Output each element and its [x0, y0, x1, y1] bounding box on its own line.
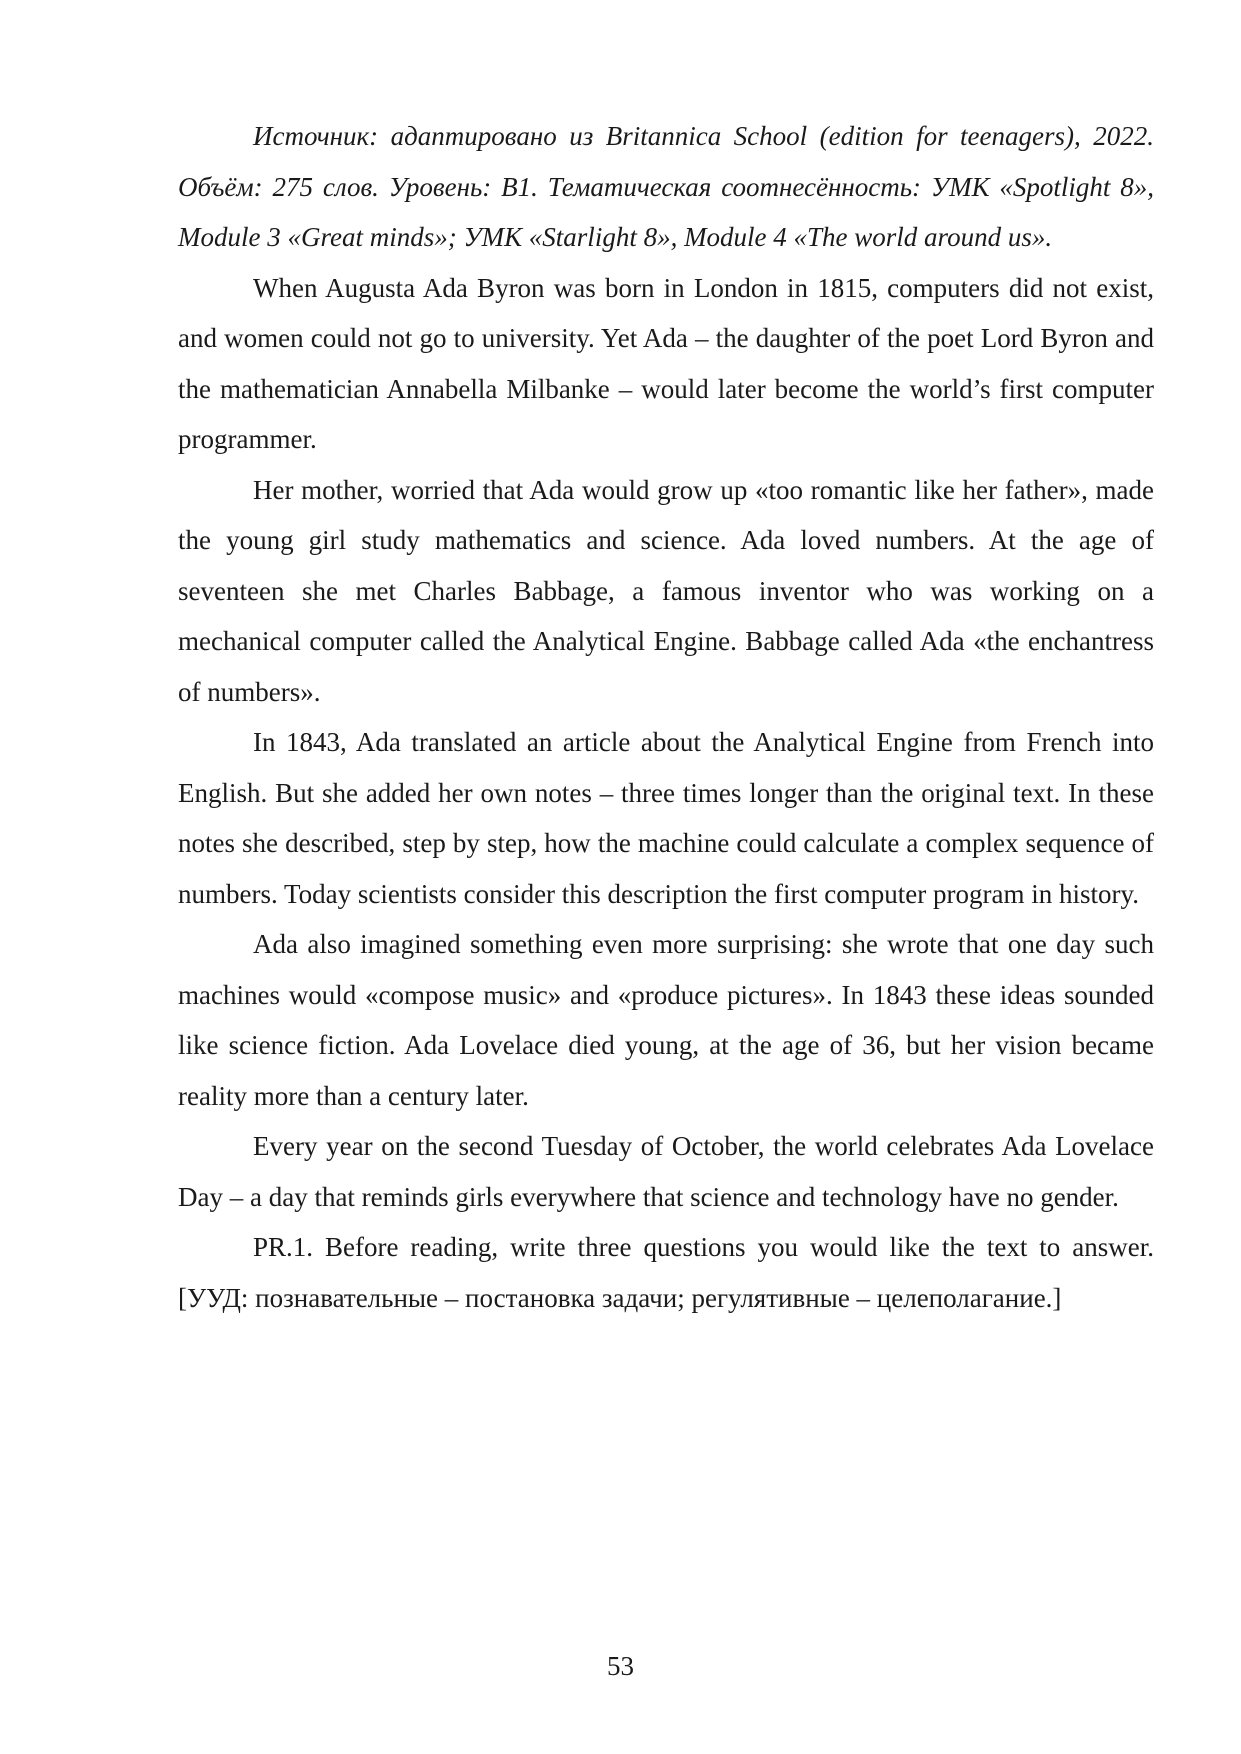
- page-number: 53: [607, 1651, 634, 1681]
- page-body: [178, 111, 1154, 1323]
- paragraph-birth: When Augusta Ada Byron was born in London in 1815, computers did not exist, and women could not go to university. Yet Ada – the daughter of the poet Lord Byron and the mathematician Annabella Milbanke – would later become the world’s first computer programmer.: [178, 272, 1154, 454]
- paragraph-translation: In 1843, Ada translated an article about the Analytical Engine from French into English. But she added her own notes – three times longer than the original text. In these notes she described, step by step, how the machine could calculate a complex sequence of numbers. Today scientists consider this description the first computer program in history.: [178, 727, 1154, 909]
- paragraph-lovelace-day: Every year on the second Tuesday of October, the world celebrates Ada Lovelace Day – a day that reminds girls everywhere that science and technology have no gender.: [178, 1131, 1154, 1212]
- paragraph-mother: Her mother, worried that Ada would grow up «too romantic like her father», made the young girl study mathematics and science. Ada loved numbers. At the age of seventeen she met Charles Babbage, a famous inventor who was working on a mechanical computer called the Analytical Engine. Babbage called Ada «the enchantress of numbers».: [178, 474, 1154, 707]
- paragraph-vision: Ada also imagined something even more surprising: she wrote that one day such machines would «compose music» and «produce pictures». In 1843 these ideas sounded like science fiction. Ada Lovelace died young, at the age of 36, but her vision became reality more than a century later.: [178, 929, 1154, 1111]
- source-note: Источник: адаптировано из Britannica School (edition for teenagers), 2022. Объём: 275 слов. Уровень: B1. Тематическая соотнесённость: УМК «Spotlight 8», Module 3 «Great minds»; УМК «Starlight 8», Module 4 «The world around us».: [178, 121, 1154, 252]
- task-pr1: PR.1. Before reading, write three questions you would like the text to answer. [УУД: познавательные – постановка задачи; регулятивные – целеполагание.]: [178, 1232, 1154, 1313]
